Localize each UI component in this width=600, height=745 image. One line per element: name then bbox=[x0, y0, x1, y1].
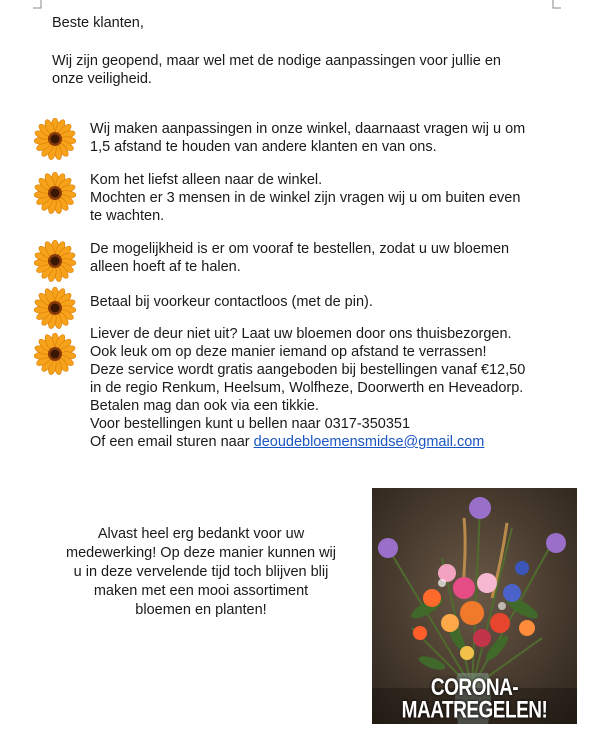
bullet-line: in de regio Renkum, Heelsum, Wolfheze, Doorwerth en Heveadorp. bbox=[90, 380, 524, 396]
email-link[interactable]: deoudebloemensmidse@gmail.com bbox=[253, 434, 485, 450]
email-prefix: Of een email sturen naar bbox=[90, 434, 254, 450]
bullet-line: Kom het liefst alleen naar de winkel. bbox=[90, 172, 323, 188]
sunflower-icon bbox=[34, 287, 76, 329]
bullet-line: Mochten er 3 mensen in de winkel zijn vragen wij u om buiten even bbox=[90, 190, 521, 206]
photo-caption: CORONA-MAATREGELEN! bbox=[401, 675, 548, 724]
sunflower-icon bbox=[34, 240, 76, 282]
bullet-line: De mogelijkheid is er om vooraf te bestellen, zodat u uw bloemen bbox=[90, 241, 510, 257]
bullet-line: Liever de deur niet uit? Laat uw bloemen door ons thuisbezorgen. bbox=[90, 326, 512, 342]
bullet-2-text bbox=[90, 171, 540, 225]
thanks-paragraph bbox=[56, 525, 346, 620]
bullet-line: te wachten. bbox=[90, 208, 165, 224]
sunflower-icon bbox=[34, 333, 76, 375]
bouquet-photo bbox=[372, 488, 577, 724]
bullet-line: alleen hoeft af te halen. bbox=[90, 259, 241, 275]
page-corner-mark bbox=[33, 0, 43, 10]
thanks-line: Alvast heel erg bedankt voor uw bbox=[97, 526, 305, 542]
bullet-4-text bbox=[90, 293, 540, 311]
thanks-line: bloemen en planten! bbox=[135, 602, 267, 618]
thanks-line: maken met een mooi assortiment bbox=[93, 583, 309, 599]
page-corner-mark bbox=[551, 0, 561, 10]
bullet-line: Wij maken aanpassingen in onze winkel, daarnaast vragen wij u om bbox=[90, 121, 526, 137]
bullet-3-text bbox=[90, 240, 540, 276]
thanks-line: medewerking! Op deze manier kunnen wij bbox=[66, 545, 336, 561]
bullet-line: Betaal bij voorkeur contactloos (met de pin). bbox=[90, 294, 373, 310]
bullet-5-text bbox=[90, 325, 540, 451]
thanks-line: u in deze vervelende tijd toch blijven blij bbox=[73, 564, 329, 580]
bullet-line: Ook leuk om op deze manier iemand op afstand te verrassen! bbox=[90, 344, 487, 360]
bullet-line: Deze service wordt gratis aangeboden bij bestellingen vanaf €12,50 bbox=[90, 362, 526, 378]
greeting: Beste klanten, bbox=[52, 15, 144, 31]
bullet-line: 1,5 afstand te houden van andere klanten en van ons. bbox=[90, 139, 437, 155]
sunflower-icon bbox=[34, 172, 76, 214]
bullet-line: Betalen mag dan ook via een tikkie. bbox=[90, 398, 319, 414]
intro-paragraph: Wij zijn geopend, maar wel met de nodige aanpassingen voor jullie en onze veiligheid. bbox=[52, 53, 501, 87]
bullet-line: Voor bestellingen kunt u bellen naar 0317-350351 bbox=[90, 416, 411, 432]
email-line bbox=[90, 433, 540, 451]
bullet-1-text bbox=[90, 120, 540, 156]
sunflower-icon bbox=[34, 118, 76, 160]
